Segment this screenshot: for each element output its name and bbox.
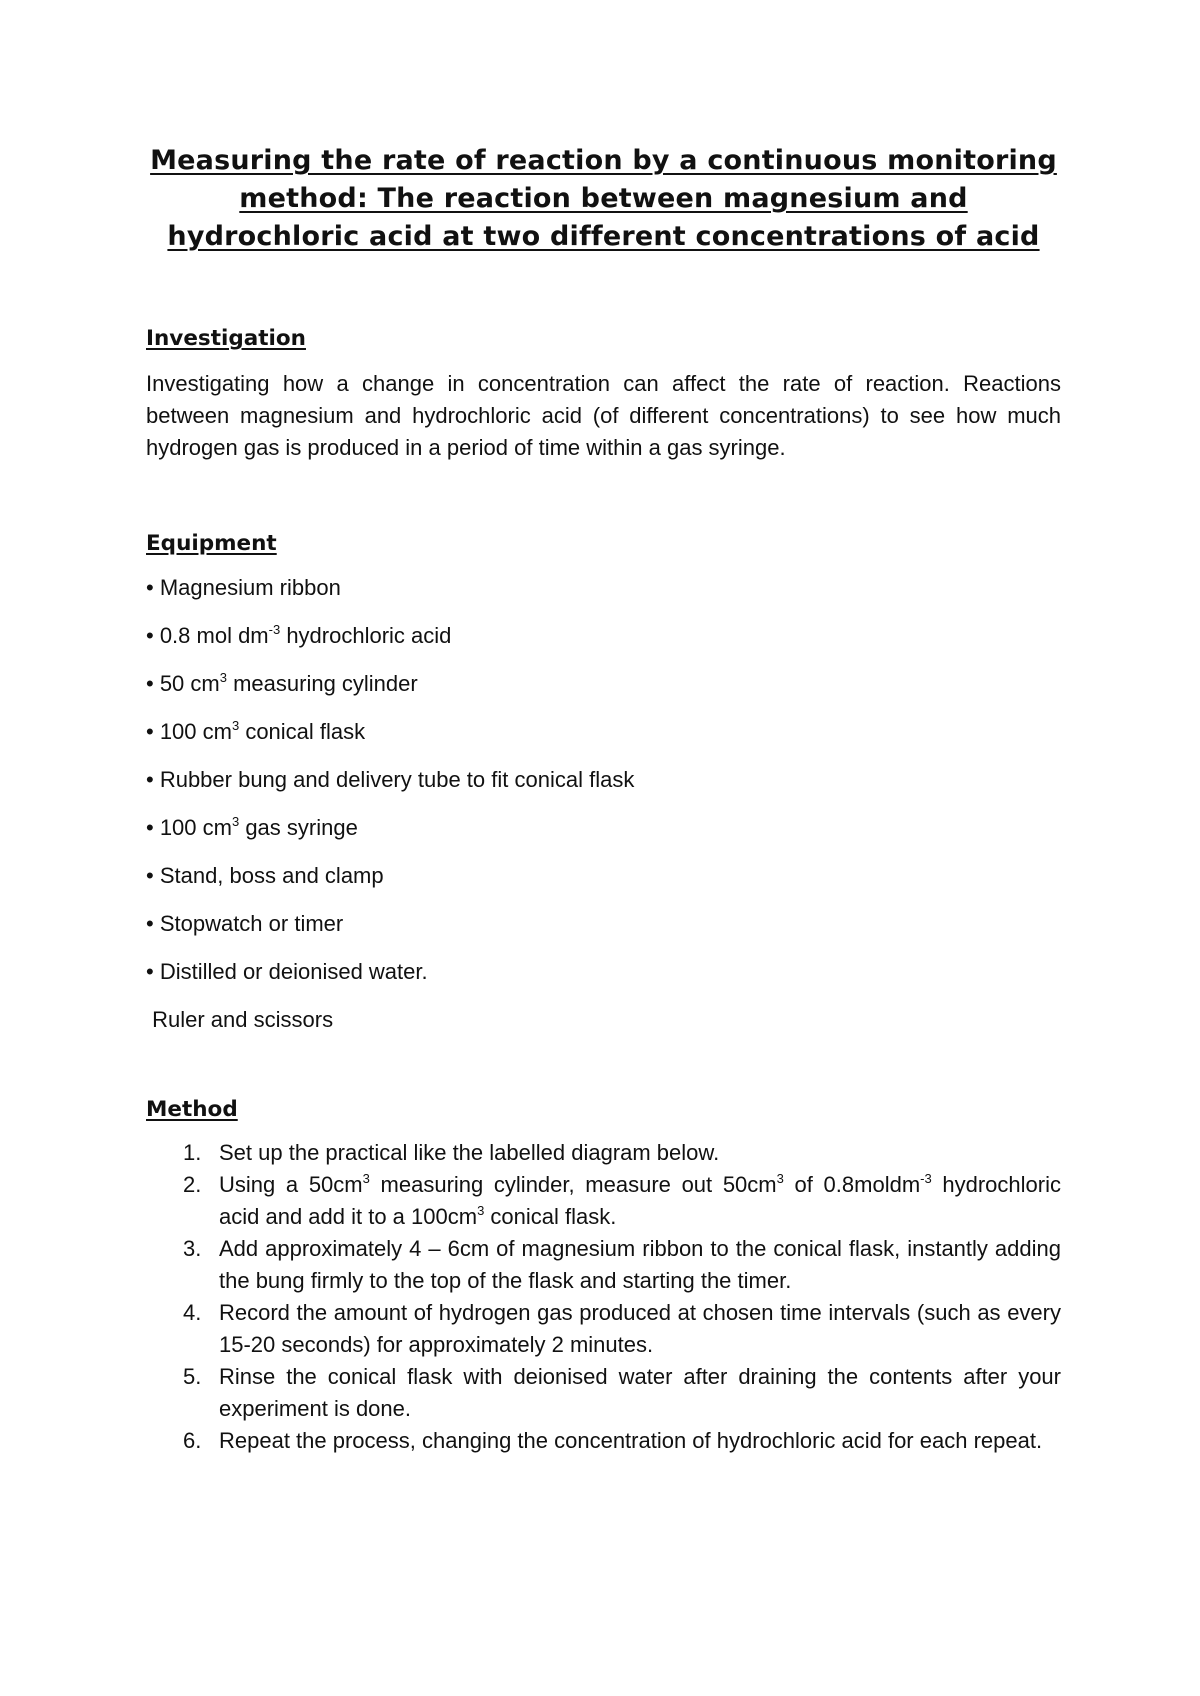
equipment-item: • Stopwatch or timer: [146, 911, 344, 936]
equipment-item: • 50 $cm^3$ measuring cylinder: [146, 670, 418, 696]
method-step: 5. Rinse the conical flask with deionised water after draining the contents after your experiment is done.: [146, 1361, 1061, 1425]
step-number: 4.: [183, 1300, 202, 1325]
method-heading: Method: [146, 1097, 238, 1122]
step-number: 3.: [183, 1236, 202, 1261]
method-step: 4. Record the amount of hydrogen gas produced at chosen time intervals (such as every 15-20 seconds) for approximately 2 minutes.: [146, 1297, 1061, 1361]
step-number: 6.: [183, 1428, 202, 1453]
investigation-text: Investigating how a change in concentration can affect the rate of reaction. Reactions between magnesium and hydrochloric acid (of different concentrations) to see how much hydrogen gas is produced in a period of time within a gas syringe.: [146, 371, 1061, 460]
equipment-item: • 100 $cm^3$ gas syringe: [146, 814, 358, 840]
equipment-item: • 100 $cm^3$ conical flask: [146, 718, 366, 744]
equipment-item: • Rubber bung and delivery tube to fit conical flask: [146, 767, 635, 792]
equipment-item: • Distilled or deionised water.: [146, 959, 428, 984]
step-number: 2.: [183, 1172, 202, 1197]
equipment-item: Ruler and scissors: [146, 1007, 334, 1032]
page-title: Measuring the rate of reaction by a continuous monitoring method: The reaction between magnesium and hydrochloric acid at two different concentrations of acid: [150, 145, 1057, 252]
method-list: [146, 1137, 1061, 1457]
method-step: 2. Using a $50cm^3$ measuring cylinder, measure out $50cm^3$ of 0.8moldm$^{-3}$ hydrochloric acid and add it to a $100cm^3$ conical flask.: [183, 1171, 1061, 1229]
document-page: [146, 142, 1061, 1457]
step-number: 1.: [183, 1140, 202, 1165]
equipment-list: [146, 573, 1061, 1053]
equipment-heading: Equipment: [146, 531, 277, 556]
method-step: 1. Set up the practical like the labelled diagram below.: [146, 1137, 1061, 1169]
method-step: 6. Repeat the process, changing the concentration of hydrochloric acid for each repeat.: [146, 1425, 1061, 1457]
step-number: 5.: [183, 1364, 202, 1389]
equipment-item: • Stand, boss and clamp: [146, 863, 384, 888]
equipment-item: • Magnesium ribbon: [146, 575, 341, 600]
investigation-heading: Investigation: [146, 326, 306, 351]
equipment-item: • 0.8 mol $dm^{-3}$ hydrochloric acid: [146, 622, 452, 648]
method-step: 3. Add approximately 4 – 6cm of magnesium ribbon to the conical flask, instantly adding the bung firmly to the top of the flask and starting the timer.: [146, 1233, 1061, 1297]
